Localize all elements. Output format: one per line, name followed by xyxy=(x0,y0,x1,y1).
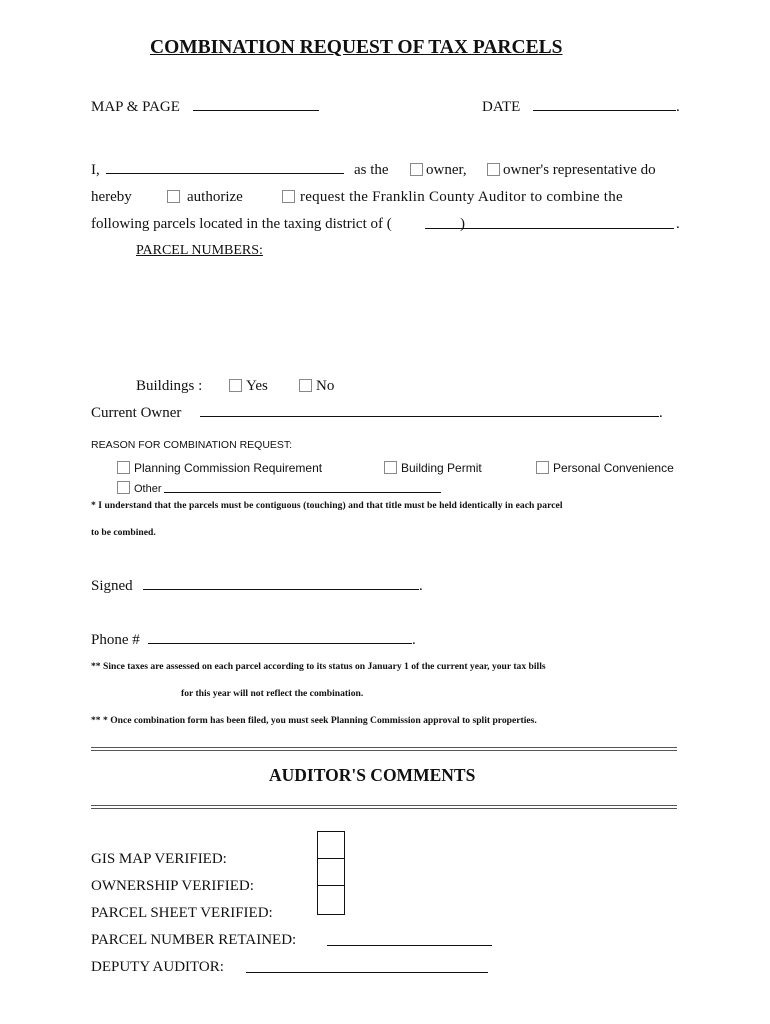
signed-dot: . xyxy=(419,578,423,594)
date-field[interactable] xyxy=(533,110,676,111)
signed-label: Signed xyxy=(91,578,133,594)
owner-label: owner, xyxy=(426,162,467,178)
i-label: I, xyxy=(91,162,100,178)
buildings-yes-checkbox[interactable] xyxy=(229,379,242,392)
contiguous-notice-cont: to be combined. xyxy=(91,527,156,538)
buildings-no-label: No xyxy=(316,378,335,394)
parcel-number-retained-field[interactable] xyxy=(327,945,492,946)
current-owner-label: Current Owner xyxy=(91,405,182,421)
divider-bottom xyxy=(91,805,677,809)
gis-map-verified-label: GIS MAP VERIFIED: xyxy=(91,851,227,867)
gis-verified-box[interactable] xyxy=(317,831,345,859)
authorize-label: authorize xyxy=(187,189,243,205)
planning-label: Planning Commission Requirement xyxy=(134,461,323,475)
name-field[interactable] xyxy=(106,173,344,174)
other-label: Other xyxy=(134,483,162,495)
phone-dot: . xyxy=(412,632,416,648)
parcel-sheet-verified-box[interactable] xyxy=(317,886,345,915)
request-label: request the Franklin County Auditor to combine the xyxy=(300,189,623,205)
buildings-yes-label: Yes xyxy=(246,378,268,394)
other-field[interactable] xyxy=(164,492,441,493)
buildings-no-checkbox[interactable] xyxy=(299,379,312,392)
current-owner-field[interactable] xyxy=(200,416,659,417)
ownership-verified-label: OWNERSHIP VERIFIED: xyxy=(91,878,254,894)
auditor-heading: AUDITOR'S COMMENTS xyxy=(269,765,476,785)
deputy-auditor-field[interactable] xyxy=(246,972,488,973)
parcel-sheet-verified-label: PARCEL SHEET VERIFIED: xyxy=(91,905,273,921)
date-label: DATE xyxy=(482,99,521,115)
phone-field[interactable] xyxy=(148,643,412,644)
hereby-text: hereby xyxy=(91,189,132,205)
other-checkbox[interactable] xyxy=(117,481,130,494)
form-title: COMBINATION REQUEST OF TAX PARCELS xyxy=(150,37,563,58)
signature-field[interactable] xyxy=(143,589,419,590)
paren-close: ) xyxy=(460,216,465,232)
divider-top xyxy=(91,747,677,751)
authorize-checkbox[interactable] xyxy=(167,190,180,203)
personal-checkbox[interactable] xyxy=(536,461,549,474)
following-text: following parcels located in the taxing district of ( xyxy=(91,216,392,232)
request-checkbox[interactable] xyxy=(282,190,295,203)
phone-label: Phone # xyxy=(91,632,140,648)
ownership-verified-box[interactable] xyxy=(317,858,345,886)
taxing-district-field[interactable] xyxy=(425,228,674,229)
owners-rep-checkbox[interactable] xyxy=(487,163,500,176)
planning-approval-note: ** * Once combination form has been filed, you must seek Planning Commission approval to split properties. xyxy=(91,715,537,726)
contiguous-notice: * I understand that the parcels must be contiguous (touching) and that title must be held identically in each parcel xyxy=(91,500,563,511)
current-owner-dot: . xyxy=(659,405,663,421)
map-page-label: MAP & PAGE xyxy=(91,99,180,115)
reason-heading: REASON FOR COMBINATION REQUEST: xyxy=(91,439,293,451)
deputy-auditor-label: DEPUTY AUDITOR: xyxy=(91,959,224,975)
parcel-numbers-label: PARCEL NUMBERS: xyxy=(136,243,263,258)
building-permit-checkbox[interactable] xyxy=(384,461,397,474)
date-dot: . xyxy=(676,99,680,115)
parcel-number-retained-label: PARCEL NUMBER RETAINED: xyxy=(91,932,297,948)
tax-note: ** Since taxes are assessed on each parcel according to its status on January 1 of the current year, your tax bills xyxy=(91,661,546,672)
owner-checkbox[interactable] xyxy=(410,163,423,176)
map-page-field[interactable] xyxy=(193,110,319,111)
personal-label: Personal Convenience xyxy=(553,461,674,475)
tax-note-cont: for this year will not reflect the combination. xyxy=(181,688,364,699)
owners-rep-label: owner's representative do xyxy=(503,162,656,178)
district-dot: . xyxy=(676,216,680,232)
building-permit-label: Building Permit xyxy=(401,461,482,475)
buildings-label: Buildings : xyxy=(136,378,203,394)
as-the-text: as the xyxy=(354,162,389,178)
planning-checkbox[interactable] xyxy=(117,461,130,474)
